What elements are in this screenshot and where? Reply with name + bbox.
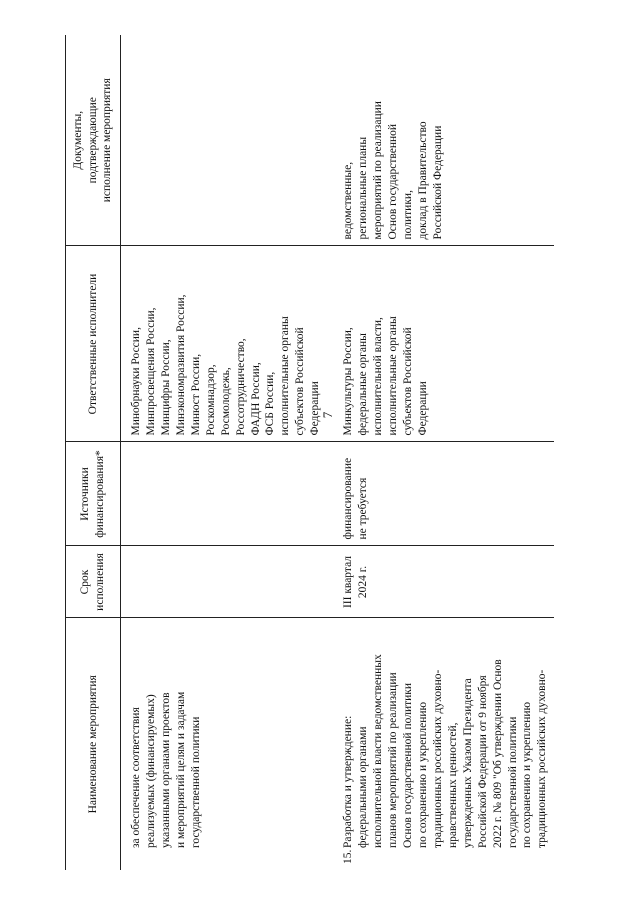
text-line: мероприятий по реализации — [372, 101, 385, 240]
text-line: Федерации — [309, 381, 322, 436]
text-line: региональные планы — [357, 136, 370, 240]
cell-executors — [327, 246, 554, 442]
text-line: Минкультуры России, — [342, 327, 355, 436]
text-line: традиционных российских духовно- — [431, 669, 444, 848]
text-line: исполнительные органы — [387, 316, 399, 436]
header-executors: Ответственные исполнители — [66, 246, 121, 442]
text-line: доклад в Правительство — [416, 121, 429, 240]
text-line: Основ государственной политики — [401, 682, 414, 848]
text-line: Российской Федерации от 9 ноября — [476, 675, 489, 848]
cell-term — [327, 546, 554, 618]
text-line: III квартал — [342, 555, 355, 609]
text-line: по сохранению и укреплению — [521, 701, 534, 848]
cell-executors — [121, 246, 328, 442]
text-line: исполнение мероприятия — [101, 78, 114, 203]
text-line: подтверждающие — [86, 97, 99, 184]
header-term — [66, 546, 121, 618]
measures-table — [65, 35, 554, 870]
header-documents — [66, 35, 121, 246]
text-line: не требуется — [357, 477, 370, 540]
text-line: Минпросвещения России, — [144, 307, 157, 436]
text-line: Российской Федерации — [431, 125, 444, 240]
text-line: реализуемых (финансируемых) — [144, 694, 157, 848]
text-line: традиционных российских духовно- — [536, 669, 549, 848]
rotated-page-content — [65, 35, 625, 870]
text-line: государственной политики — [189, 716, 202, 848]
text-line: финансирование — [342, 457, 355, 540]
text-line: субъектов Российской — [401, 327, 414, 436]
text-line: по сохранению и укреплению — [416, 701, 429, 848]
text-line: за обеспечение соответствия — [130, 707, 142, 848]
text-line: Роскомнадзор, — [204, 364, 217, 436]
text-line: нравственных ценностей, — [446, 722, 459, 848]
text-line: Основ государственной — [387, 123, 399, 240]
cell-documents — [121, 35, 328, 246]
header-name: Наименование мероприятия — [66, 618, 121, 870]
text-line: государственной политики — [506, 716, 519, 848]
page-number: 7 — [320, 411, 335, 419]
text-line: указанными органами проектов — [159, 692, 172, 848]
header-funding — [66, 442, 121, 546]
cell-name — [121, 618, 328, 870]
text-line: 2024 г. — [357, 565, 370, 599]
text-line: субъектов Российской — [294, 327, 307, 436]
text-line: политики, — [401, 190, 414, 240]
text-line: планов мероприятий по реализации — [387, 672, 399, 848]
table-row — [327, 35, 554, 870]
cell-name — [327, 619, 554, 871]
text-line: федеральные органы — [357, 333, 370, 436]
text-line: ФАДН России, — [249, 362, 262, 436]
text-line: Минюст России, — [189, 353, 202, 436]
text-line: Источники — [79, 467, 92, 521]
text-line: федеральными органами — [357, 726, 370, 848]
table-header-row — [66, 35, 121, 870]
text-line: Документы, — [71, 110, 84, 170]
text-line: финансирования* — [94, 450, 106, 538]
text-line: Федерации — [416, 381, 429, 436]
text-line: исполнительные органы — [279, 316, 292, 436]
text-line: Росмолодежь, — [219, 367, 232, 436]
text-line: утвержденных Указом Президента — [461, 678, 474, 848]
cell-term — [121, 546, 328, 618]
text-line: Россотрудничество, — [234, 338, 247, 436]
text-line: Разработка и утверждение: — [342, 715, 355, 848]
cell-funding — [121, 442, 328, 546]
text-line: Минобрнауки России, — [130, 327, 142, 436]
cell-documents — [327, 35, 554, 246]
text-line: исполнения — [94, 553, 106, 611]
text-line: Срок — [79, 569, 92, 595]
table-row — [121, 35, 328, 870]
row-number: 15. — [342, 849, 355, 864]
text-line: и мероприятий целям и задачам — [174, 691, 187, 848]
text-line: ведомственные, — [342, 161, 355, 240]
text-line: Минцифры России, — [159, 339, 172, 436]
text-line: исполнительной власти, — [372, 317, 385, 436]
text-line: 2022 г. № 809 "Об утверждении Основ — [491, 659, 504, 848]
cell-funding — [327, 442, 554, 546]
text-line: Минэкономразвития России, — [174, 294, 187, 436]
text-line: ФСБ России, — [264, 371, 277, 436]
text-line: исполнительной власти ведомственных — [372, 654, 385, 848]
